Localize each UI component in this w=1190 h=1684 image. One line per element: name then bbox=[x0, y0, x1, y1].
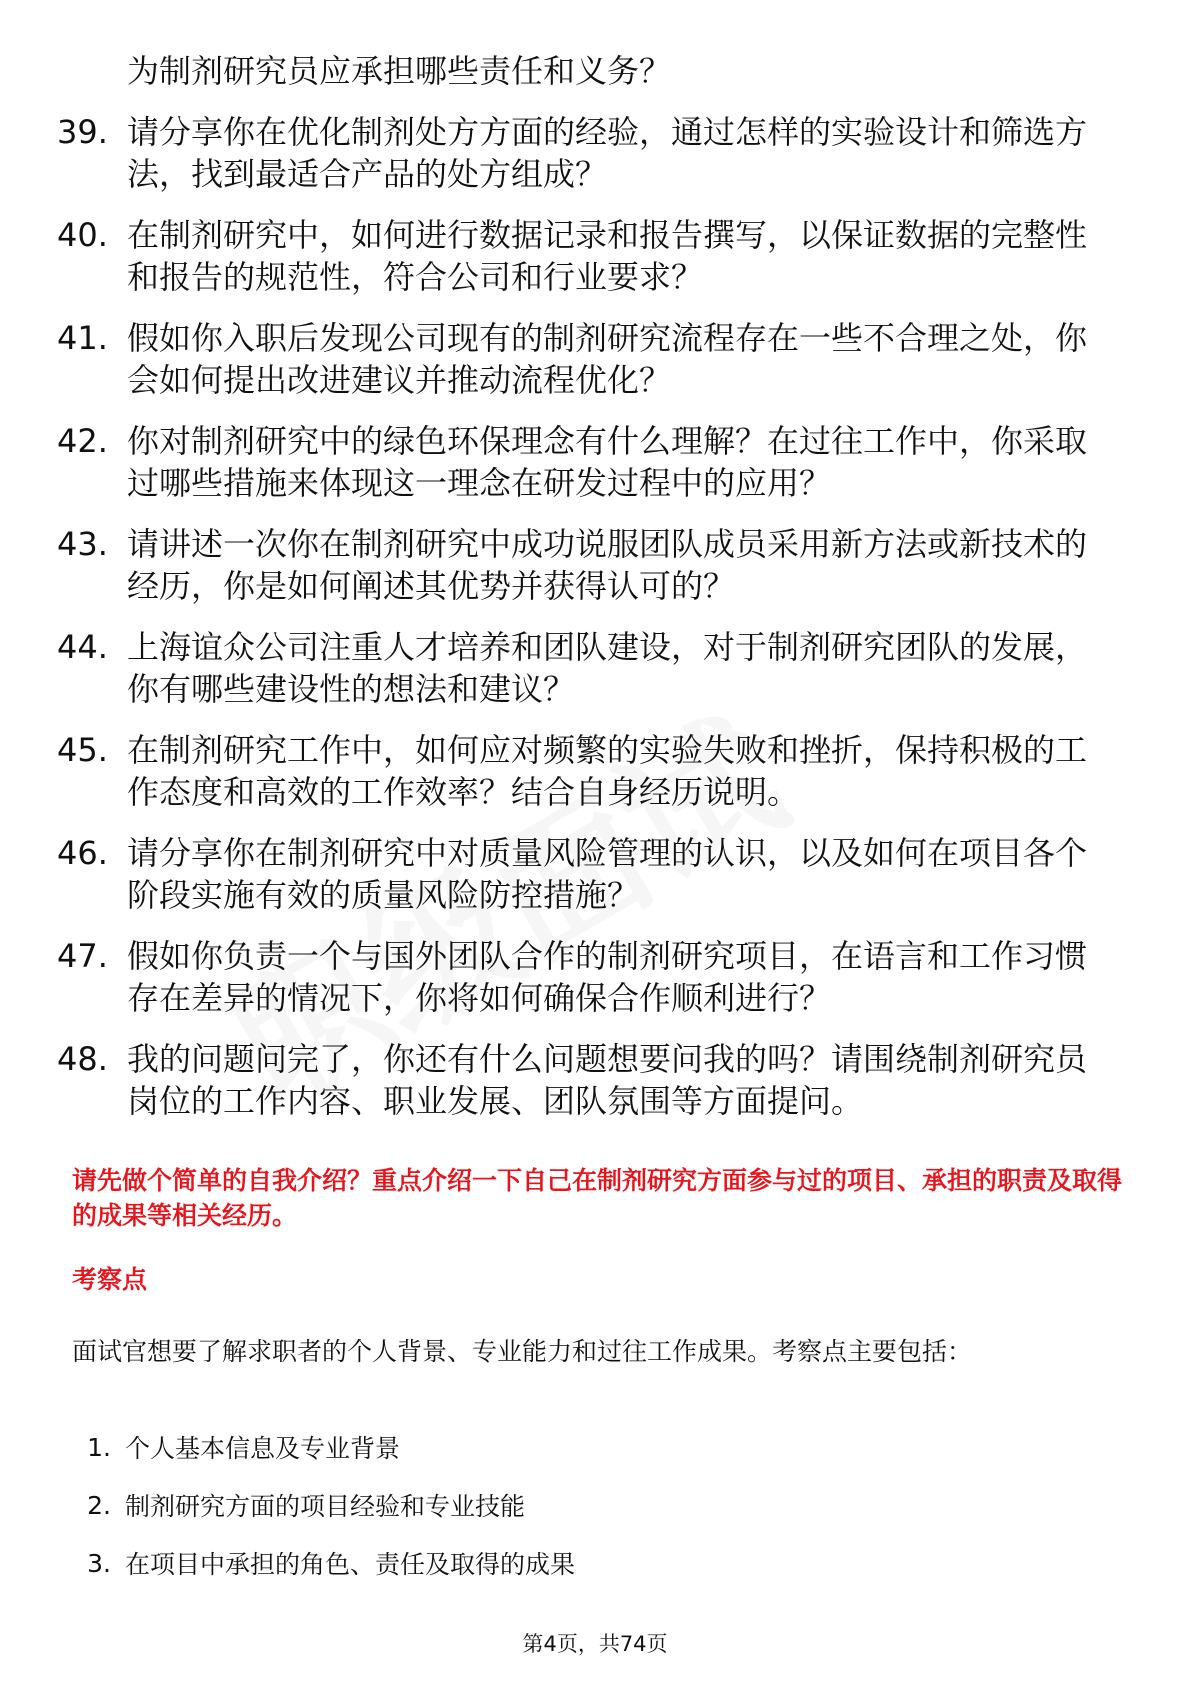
question-text: 请分享你在优化制剂处方方面的经验，通过怎样的实验设计和筛选方法，找到最适合产品的处方组成？ bbox=[127, 113, 1088, 193]
section-label: 考察点 bbox=[72, 1265, 148, 1294]
question-continuation: 为制剂研究员应承担哪些责任和义务？ bbox=[127, 52, 672, 90]
list-item bbox=[72, 1476, 1122, 1534]
list-item-number: 2. bbox=[87, 1490, 111, 1520]
question-item bbox=[57, 111, 1117, 195]
focus-question-heading: 请先做个简单的自我介绍？重点介绍一下自己在制剂研究方面参与过的项目、承担的职责及取得的成果等相关经历。 bbox=[72, 1166, 1123, 1230]
question-text: 上海谊众公司注重人才培养和团队建设，对于制剂研究团队的发展，你有哪些建设性的想法和建议？ bbox=[127, 628, 1088, 708]
question-text: 假如你入职后发现公司现有的制剂研究流程存在一些不合理之处，你会如何提出改进建议并推动流程优化？ bbox=[127, 319, 1088, 399]
question-text: 你对制剂研究中的绿色环保理念有什么理解？在过往工作中，你采取过哪些措施来体现这一理念在研发过程中的应用？ bbox=[127, 422, 1088, 502]
intro-paragraph: 面试官想要了解求职者的个人背景、专业能力和过往工作成果。考察点主要包括： bbox=[72, 1337, 973, 1366]
question-item bbox=[57, 1038, 1117, 1122]
question-item bbox=[57, 729, 1117, 813]
list-item bbox=[72, 1418, 1122, 1476]
question-number: 42. bbox=[57, 422, 108, 460]
list-item-number: 3. bbox=[87, 1548, 111, 1578]
question-number: 46. bbox=[57, 834, 108, 872]
question-number: 40. bbox=[57, 216, 108, 254]
page-footer: 第4页，共74页 bbox=[522, 1632, 668, 1656]
question-text: 请分享你在制剂研究中对质量风险管理的认识，以及如何在项目各个阶段实施有效的质量风险防控措施？ bbox=[127, 834, 1088, 914]
question-item bbox=[57, 832, 1117, 916]
question-item bbox=[57, 523, 1117, 607]
question-text: 我的问题问完了，你还有什么问题想要问我的吗？请围绕制剂研究员岗位的工作内容、职业发展、团队氛围等方面提问。 bbox=[127, 1040, 1088, 1120]
question-number: 44. bbox=[57, 628, 108, 666]
list-item-text: 个人基本信息及专业背景 bbox=[125, 1434, 401, 1463]
question-item bbox=[57, 420, 1117, 504]
question-item bbox=[57, 317, 1117, 401]
list-item bbox=[72, 1534, 1122, 1592]
question-number: 39. bbox=[57, 113, 108, 151]
question-item bbox=[57, 214, 1117, 298]
list-item-text: 在项目中承担的角色、责任及取得的成果 bbox=[125, 1550, 576, 1579]
question-number: 48. bbox=[57, 1040, 108, 1078]
question-text: 假如你负责一个与国外团队合作的制剂研究项目，在语言和工作习惯存在差异的情况下，你将如何确保合作顺利进行？ bbox=[127, 937, 1088, 1017]
question-number: 41. bbox=[57, 319, 108, 357]
question-text: 在制剂研究工作中，如何应对频繁的实验失败和挫折，保持积极的工作态度和高效的工作效率？结合自身经历说明。 bbox=[127, 731, 1088, 811]
list-item-number: 1. bbox=[87, 1432, 111, 1462]
question-item bbox=[57, 626, 1117, 710]
question-text: 在制剂研究中，如何进行数据记录和报告撰写，以保证数据的完整性和报告的规范性，符合公司和行业要求？ bbox=[127, 216, 1088, 296]
assessment-points-list bbox=[72, 1418, 1122, 1592]
question-item bbox=[57, 935, 1117, 1019]
question-number: 47. bbox=[57, 937, 108, 975]
question-number: 43. bbox=[57, 525, 108, 563]
question-text: 请讲述一次你在制剂研究中成功说服团队成员采用新方法或新技术的经历，你是如何阐述其优势并获得认可的？ bbox=[127, 525, 1088, 605]
list-item-text: 制剂研究方面的项目经验和专业技能 bbox=[125, 1492, 526, 1521]
question-list bbox=[57, 50, 1117, 1122]
question-number: 45. bbox=[57, 731, 108, 769]
